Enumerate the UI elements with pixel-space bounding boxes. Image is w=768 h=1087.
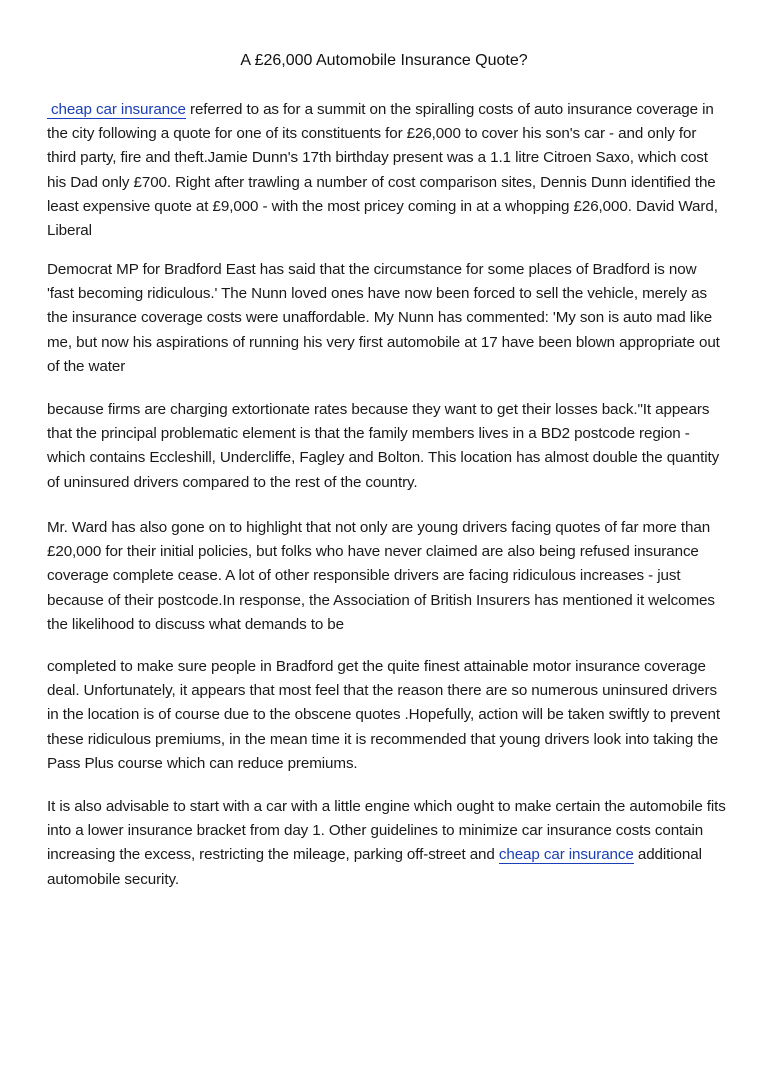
- paragraph-3: because firms are charging extortionate rates because they want to get their losses back."It appears that the principal problematic element is that the family members lives in a BD2 postcode region - which contains Eccleshill, Undercliffe, Fagley and Bolton. This location has almost double the quantity of uninsured drivers compared to the rest of the country.: [47, 401, 720, 491]
- paragraph-4: Mr. Ward has also gone on to highlight that not only are young drivers facing quotes of far more than £20,000 for their initial policies, but folks who have never claimed are also being refused insurance coverage complete cease. A lot of other responsible drivers are facing ridiculous increases - just because of their postcode.In response, the Association of British Insurers has mentioned it welcomes the likelihood to discuss what demands to be: [47, 519, 715, 633]
- paragraph-5: completed to make sure people in Bradford get the quite finest attainable motor insurance coverage deal. Unfortunately, it appears that most feel that the reason there are so numerous uninsured drivers in the location is of course due to the obscene quotes .Hopefully, action will be taken swiftly to prevent these ridiculous premiums, in the mean time it is recommended that young drivers look into taking the Pass Plus course which can reduce premiums.: [47, 658, 720, 772]
- cheap-car-insurance-link-2[interactable]: cheap car insurance: [498, 846, 634, 864]
- paragraph-1: [47, 98, 727, 243]
- page-title: A £26,000 Automobile Insurance Quote?: [240, 52, 528, 69]
- cheap-car-insurance-link-1[interactable]: cheap car insurance: [47, 101, 186, 119]
- paragraph-1-text: referred to as for a summit on the spiralling costs of auto insurance coverage in the city following a quote for one of its constituents for £26,000 to cover his son's car - and only for third party, fire and theft.Jamie Dunn's 17th birthday present was a 1.1 litre Citroen Saxo, which cost his Dad only £700. Right after trawling a number of cost comparison sites, Dennis Dunn identified the least expensive quote at £9,000 - with the most pricey coming in at a whopping £26,000. David Ward, Liberal: [47, 101, 718, 240]
- paragraph-2: Democrat MP for Bradford East has said that the circumstance for some places of Bradford is now 'fast becoming ridiculous.' The Nunn loved ones have now been forced to sell the vehicle, merely as the insurance coverage costs were unaffordable. My Nunn has commented: 'My son is auto mad like me, but now his aspirations of running his very first automobile at 17 have been blown appropriate out of the water: [47, 261, 720, 375]
- paragraph-6-text-start: It is also advisable to start with a car with a little engine which ought to make certain the automobile fits into a lower insurance bracket from day 1. Other guidelines to minimize car insurance costs contain increasing the excess, restricting the mileage, parking off-street and: [47, 798, 726, 864]
- paragraph-6-text-end: additional automobile security.: [47, 846, 702, 888]
- paragraph-6: [47, 795, 727, 892]
